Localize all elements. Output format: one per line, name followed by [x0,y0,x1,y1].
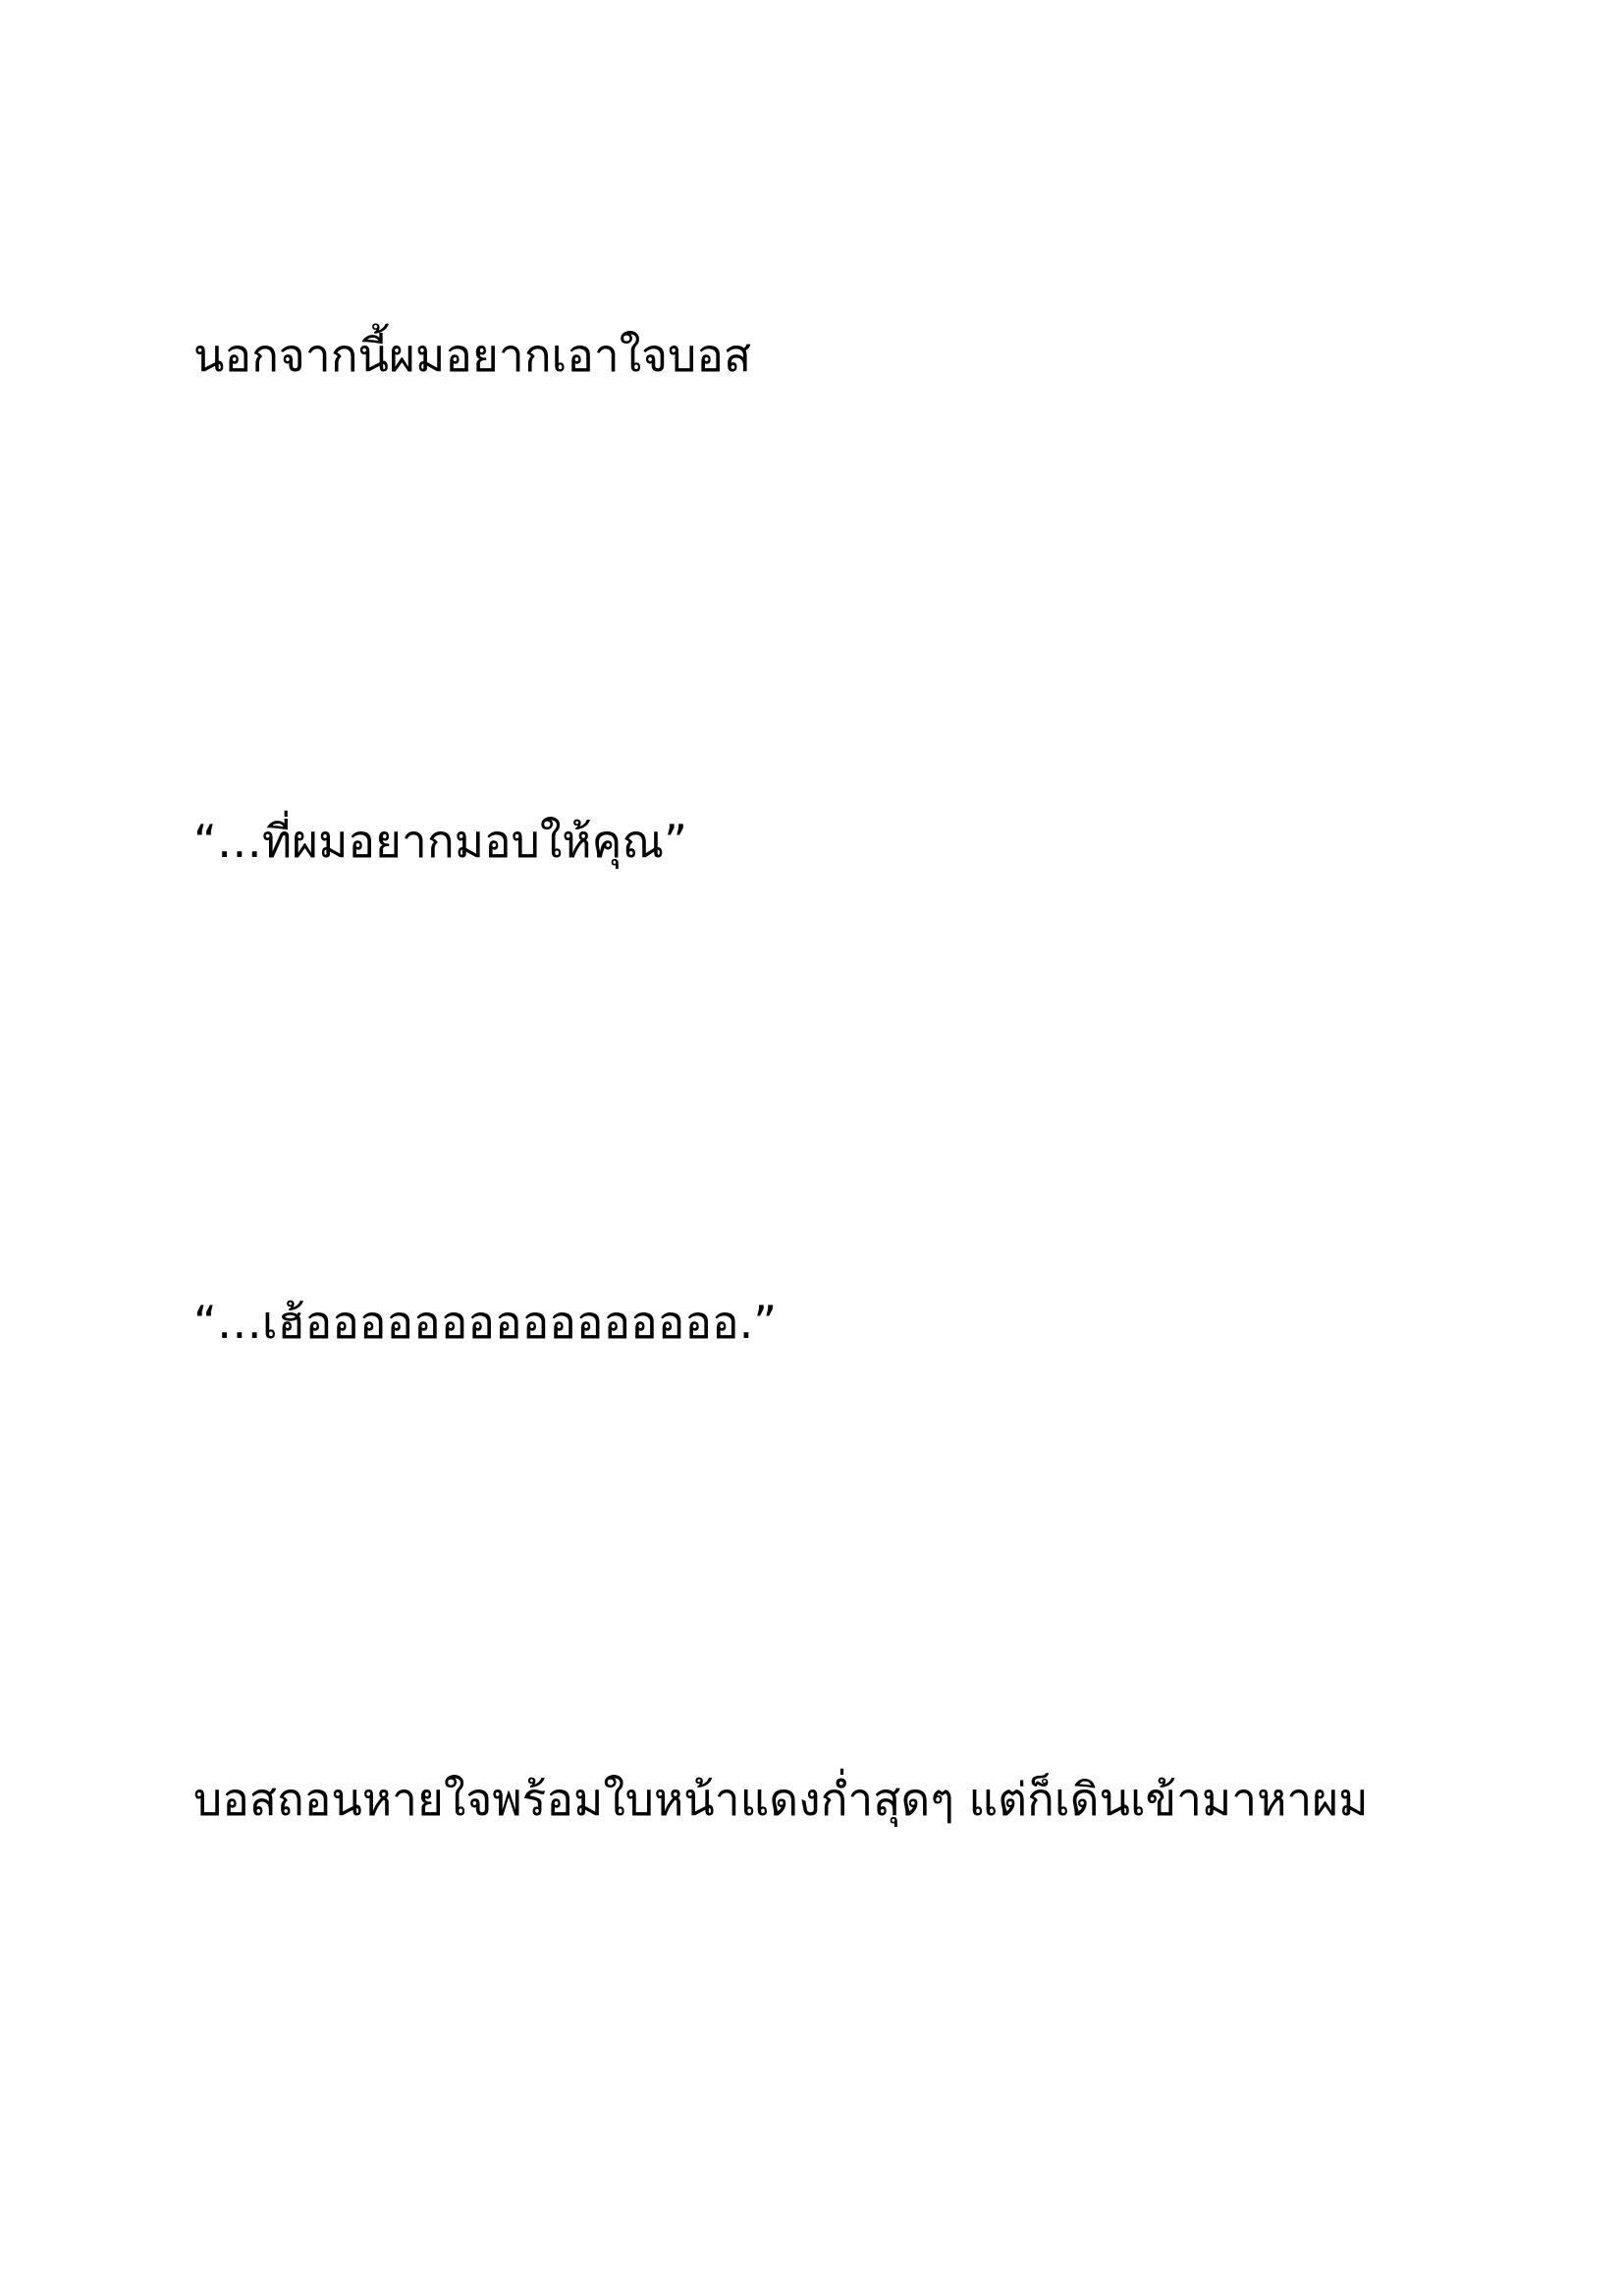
paragraph-1: นอกจากนี้ผมอยากเอาใจบอส [193,329,752,382]
paragraph-3-dialogue: “…เฮ้ออออออออออออออออ.” [193,1296,778,1349]
paragraph-2-dialogue: “…ที่ผมอยากมอบให้คุณ” [193,815,687,868]
paragraph-4: บอสถอนหายใจพร้อมใบหน้าแดงก่ำสุดๆ แต่ก็เดินเข้ามาหาผม [193,1773,1369,1826]
